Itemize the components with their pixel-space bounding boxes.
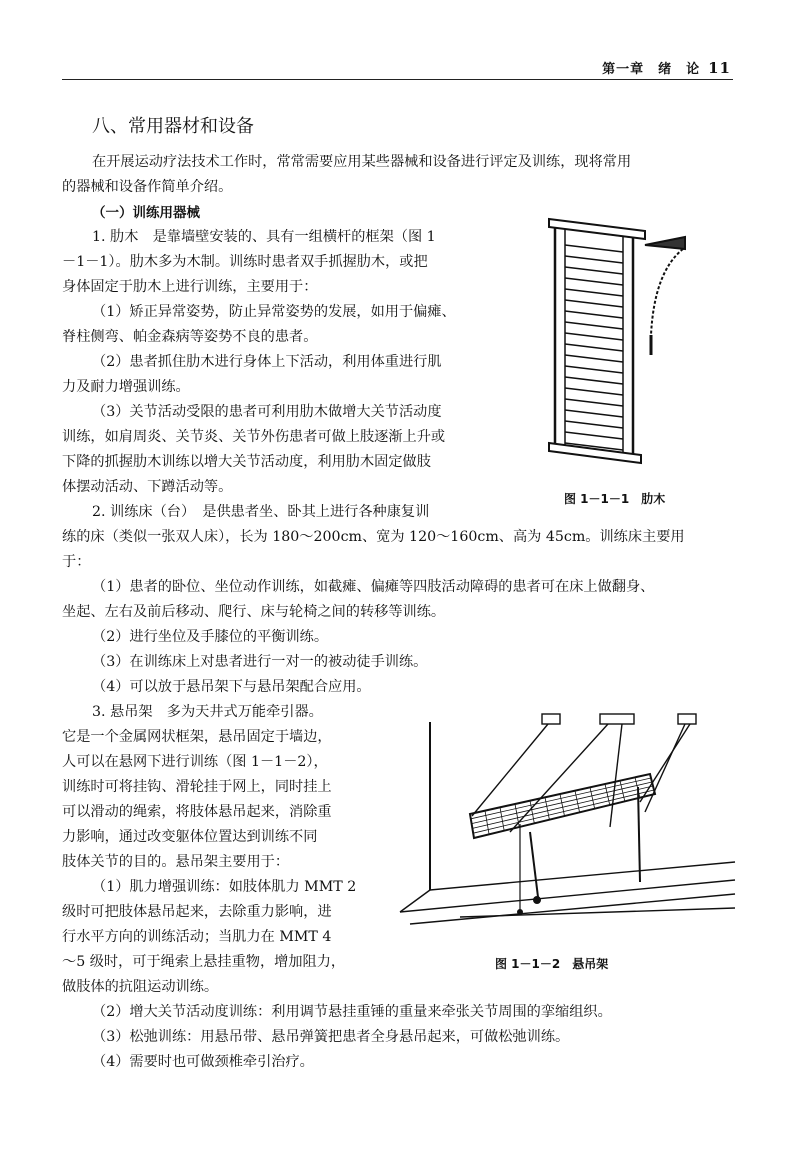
- wall-bar-rung: [565, 377, 623, 384]
- body-line: （2）患者抓住肋木进行身体上下活动，利用体重进行肌: [92, 354, 442, 370]
- body-line: 行水平方向的训练活动；当肌力在 MMT 4: [62, 929, 332, 945]
- wall-bar-rung: [565, 256, 623, 263]
- header-rule: [62, 79, 733, 80]
- wall-bar-rung: [565, 333, 623, 340]
- wall-bars-figure: [535, 205, 685, 465]
- running-header: [602, 58, 731, 77]
- wall-bar-rung: [565, 410, 623, 417]
- wall-bar-rung: [565, 267, 623, 274]
- wall-bar-rung: [565, 399, 623, 406]
- intro-line: 的器械和设备作简单介绍。: [62, 179, 233, 195]
- body-line: 力及耐力增强训练。: [62, 379, 190, 395]
- wall-bar-rung: [565, 245, 623, 252]
- body-line: （4）需要时也可做颈椎牵引治疗。: [92, 1054, 314, 1070]
- wall-bar-rung: [565, 366, 623, 373]
- wall-bar-rung: [565, 432, 623, 439]
- body-line: （1）矫正异常姿势，防止异常姿势的发展，如用于偏瘫、: [92, 304, 456, 320]
- body-line: （2）增大关节活动度训练：利用调节悬挂重锤的重量来牵张关节周围的挛缩组织。: [92, 1004, 612, 1020]
- body-line: 可以滑动的绳索，将肢体悬吊起来，消除重: [62, 804, 332, 820]
- subsection-title: （一）训练用器械: [92, 205, 200, 221]
- wall-bar-rung: [565, 289, 623, 296]
- body-line: （2）进行坐位及手膝位的平衡训练。: [92, 629, 329, 645]
- body-line: 坐起、左右及前后移动、爬行、床与轮椅之间的转移等训练。: [62, 604, 446, 620]
- body-line: （1）肌力增强训练：如肢体肌力 MMT 2: [92, 879, 357, 895]
- body-line: 训练时可将挂钩、滑轮挂于网上，同时挂上: [62, 779, 332, 795]
- wall-bar-rung: [565, 322, 623, 329]
- net-grid-line: [530, 801, 534, 824]
- net-grid-line: [500, 807, 504, 830]
- body-line: 级时可把肢体悬吊起来，去除重力影响，进: [62, 904, 332, 920]
- net-grid-line: [545, 797, 549, 819]
- body-line: 它是一个金属网状框架，悬吊固定于墙边，: [62, 729, 332, 745]
- wall-bar-rung: [565, 300, 623, 307]
- body-line: 1. 肋木 是靠墙壁安装的、具有一组横杆的框架（图 1: [92, 229, 436, 245]
- wall-bar-rung: [565, 311, 623, 318]
- net-grid-line: [485, 811, 489, 835]
- body-line: 肢体关节的目的。悬吊架主要用于：: [62, 854, 290, 870]
- wall-bar-rung: [565, 421, 623, 428]
- body-line: 人可以在悬网下进行训练（图 1－1－2），: [62, 754, 328, 770]
- body-line: （3）关节活动受限的患者可利用肋木做增大关节活动度: [92, 404, 442, 420]
- body-line: 身体固定于肋木上进行训练，主要用于：: [62, 279, 318, 295]
- suspension-frame-figure: [400, 712, 735, 932]
- body-line: 做肢体的抗阻运动训练。: [62, 979, 219, 995]
- net-grid-line: [473, 790, 654, 833]
- wall-bar-rung: [565, 355, 623, 362]
- body-line: 2. 训练床（台） 是供患者坐、卧其上进行各种康复训: [92, 504, 430, 520]
- body-line: 练的床（类似一张双人床），长为 180～200cm、宽为 120～160cm、高为 45cm。训练床主要用: [62, 529, 685, 545]
- figure-caption: 图 1－1－1 肋木: [564, 492, 666, 506]
- body-line: ～5 级时，可于绳索上悬挂重物，增加阻力，: [62, 954, 346, 970]
- body-line: －1－1）。肋木多为木制。训练时患者双手抓握肋木，或把: [62, 254, 428, 270]
- wall-bar-rung: [565, 388, 623, 395]
- body-line: （3）在训练床上对患者进行一对一的被动徒手训练。: [92, 654, 428, 670]
- figure-caption: 图 1－1－2 悬吊架: [495, 957, 609, 971]
- chapter-title: 第一章 绪 论: [602, 62, 701, 77]
- body-line: （3）松弛训练：用悬吊带、悬吊弹簧把患者全身悬吊起来，可做松弛训练。: [92, 1029, 570, 1045]
- body-line: 3. 悬吊架 多为天井式万能牵引器。: [92, 704, 323, 720]
- page-number: 11: [708, 59, 731, 77]
- body-line: 脊柱侧弯、帕金森病等姿势不良的患者。: [62, 329, 318, 345]
- body-line: （4）可以放于悬吊架下与悬吊架配合应用。: [92, 679, 371, 695]
- wall-bar-rung: [565, 344, 623, 351]
- body-line: 力影响，通过改变躯体位置达到训练不同: [62, 829, 318, 845]
- intro-line: 在开展运动疗法技术工作时，常常需要应用某些器械和设备进行评定及训练，现将常用: [92, 154, 632, 170]
- body-line: 体摆动活动、下蹲活动等。: [62, 479, 233, 495]
- body-line: 于：: [62, 554, 91, 570]
- body-line: （1）患者的卧位、坐位动作训练，如截瘫、偏瘫等四肢活动障碍的患者可在床上做翻身、: [92, 579, 655, 595]
- wall-bar-rung: [565, 278, 623, 285]
- body-line: 训练，如肩周炎、关节炎、关节外伤患者可做上肢逐渐上升或: [62, 429, 446, 445]
- body-line: 下降的抓握肋木训练以增大关节活动度，利用肋木固定做肢: [62, 454, 431, 470]
- section-title: 八、常用器材和设备: [92, 116, 254, 137]
